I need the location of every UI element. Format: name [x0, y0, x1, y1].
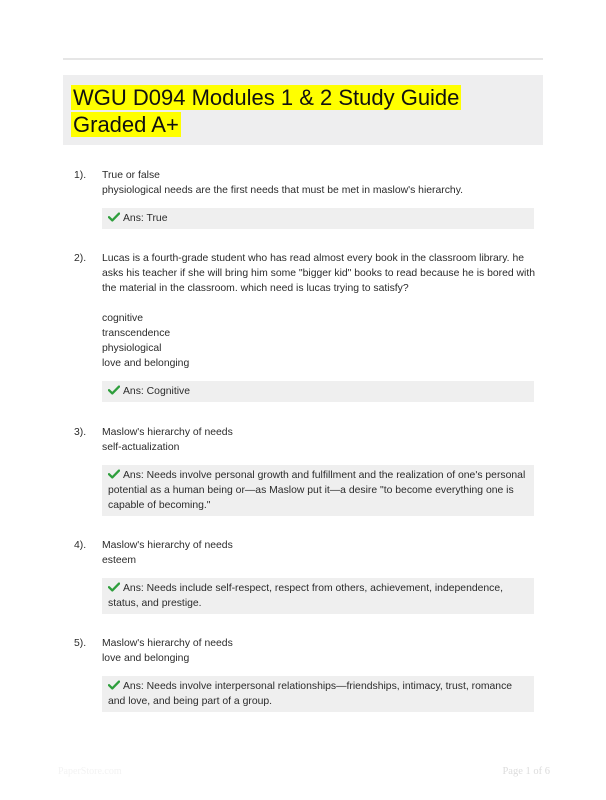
question-body: [102, 636, 536, 666]
document-title-text: WGU D094 Modules 1 & 2 Study Guide Graded A+: [73, 85, 460, 137]
answer-option: transcendence: [102, 328, 171, 339]
check-icon: [108, 469, 120, 479]
question-line: love and belonging: [102, 653, 190, 664]
question-body: [102, 168, 536, 198]
question-line: Maslow's hierarchy of needs: [102, 427, 233, 438]
check-icon: [108, 385, 120, 395]
question-number: 5).: [74, 638, 87, 649]
document-title: [71, 84, 531, 138]
question-number: 1).: [74, 170, 87, 181]
question-line: True or false: [102, 170, 160, 181]
question-line: esteem: [102, 555, 137, 566]
question-number: 3).: [74, 427, 87, 438]
answer-option: cognitive: [102, 313, 144, 324]
answer-text: Ans: Needs include self-respect, respect from others, achievement, independence, status, and prestige.: [108, 583, 504, 609]
title-banner: [63, 75, 543, 145]
question-line: self-actualization: [102, 442, 180, 453]
answer-box: [102, 578, 534, 614]
question-line: physiological needs are the first needs that must be met in maslow's hierarchy.: [102, 185, 464, 196]
answer-text: Ans: Needs involve personal growth and fulfillment and the realization of one's personal potential as a human being or—as Maslow put it—a desire "to become everything one is capable of becoming.": [108, 470, 526, 511]
check-icon: [108, 680, 120, 690]
answer-text: Ans: Cognitive: [123, 386, 190, 397]
question-line: Maslow's hierarchy of needs: [102, 540, 233, 551]
answer-box: [102, 465, 534, 516]
answer-box: [102, 208, 534, 229]
check-icon: [108, 582, 120, 592]
question-body: [102, 538, 536, 568]
question-number: 2).: [74, 253, 87, 264]
answer-option: love and belonging: [102, 358, 190, 369]
top-divider: [63, 58, 543, 60]
question-body: [102, 251, 536, 371]
question-body: [102, 425, 536, 455]
answer-text: Ans: True: [123, 213, 168, 224]
check-icon: [108, 212, 120, 222]
answer-text: Ans: Needs involve interpersonal relationships—friendships, intimacy, trust, romance and love, and being part of a group.: [108, 681, 513, 707]
answer-box: [102, 676, 534, 712]
spacer: [102, 296, 536, 311]
page-number: Page 1 of 6: [502, 766, 550, 777]
question-prompt: Lucas is a fourth-grade student who has read almost every book in the classroom library. he asks his teacher if she will bring him some "bigger kid" books to read because he is bored with the material in the classroom. which need is lucas trying to satisfy?: [102, 253, 536, 294]
question-number: 4).: [74, 540, 87, 551]
answer-box: [102, 381, 534, 402]
question-line: Maslow's hierarchy of needs: [102, 638, 233, 649]
answer-option: physiological: [102, 343, 162, 354]
footer-watermark: PaperStore.com: [58, 766, 122, 777]
